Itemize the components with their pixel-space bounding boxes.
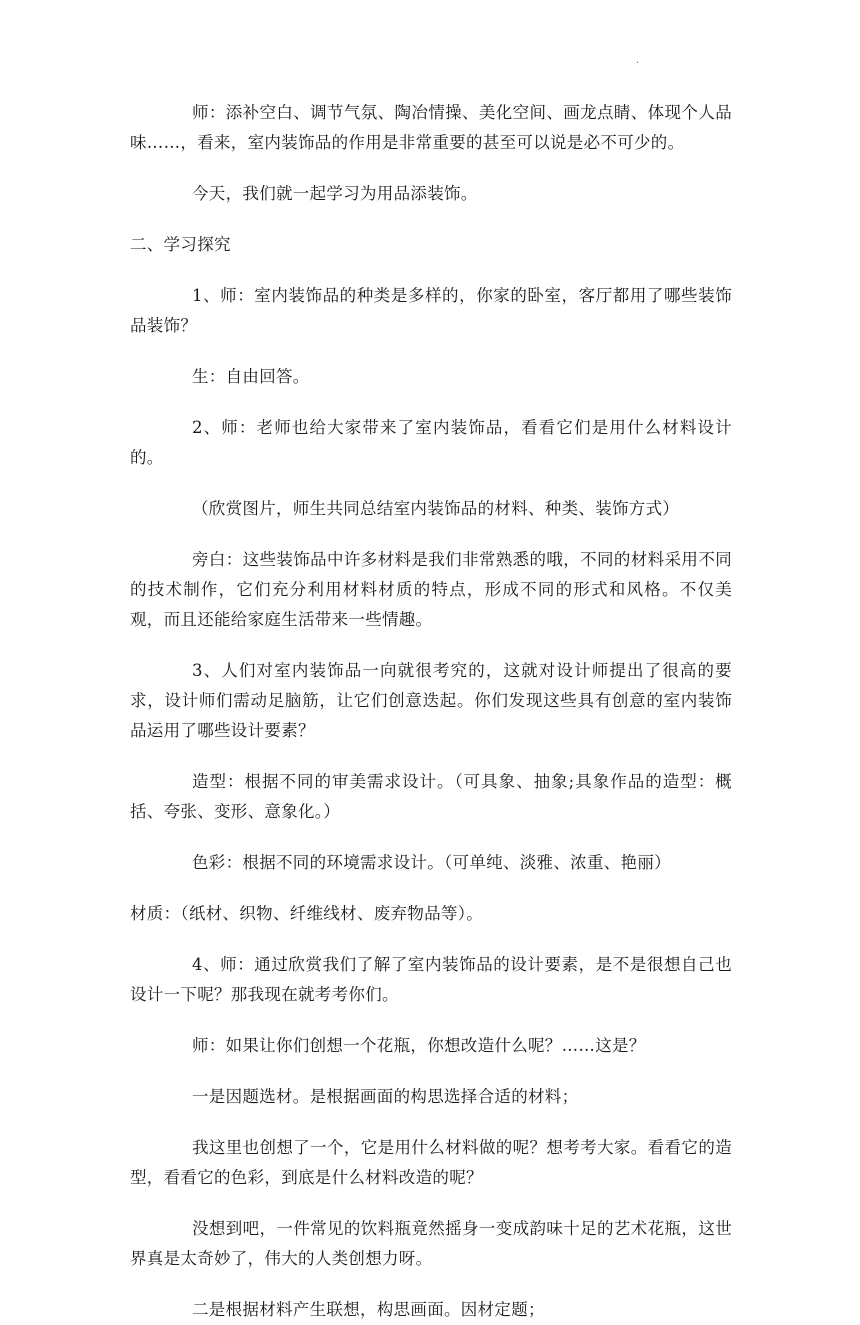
- paragraph: 造型：根据不同的审美需求设计。（可具象、抽象;具象作品的造型：概括、夸张、变形、意象化。）: [130, 772, 732, 821]
- paragraph: 生：自由回答。: [192, 367, 310, 386]
- paragraph: 没想到吧，一件常见的饮料瓶竟然摇身一变成韵味十足的艺术花瓶，这世界真是太奇妙了，伟大的人类创想力呀。: [130, 1219, 732, 1268]
- paragraph: 一是因题选材。是根据画面的构思选择合适的材料；: [192, 1087, 579, 1106]
- paragraph: 今天，我们就一起学习为用品添装饰。: [192, 184, 478, 203]
- paragraph: 旁白：这些装饰品中许多材料是我们非常熟悉的哦，不同的材料采用不同的技术制作，它们充分利用材料材质的特点，形成不同的形式和风格。不仅美观，而且还能给家庭生活带来一些情趣。: [130, 550, 732, 629]
- paragraph: 师：如果让你们创想一个花瓶，你想改造什么呢？……这是？: [192, 1036, 646, 1055]
- paragraph: 我这里也创想了一个，它是用什么材料做的呢？想考考大家。看看它的造型，看看它的色彩，到底是什么材料改造的呢？: [130, 1138, 732, 1187]
- paragraph: 二是根据材料产生联想，构思画面。因材定题；: [192, 1300, 545, 1319]
- paragraph: 材质：（纸材、织物、纤维线材、废弃物品等）。: [130, 904, 484, 923]
- document-body: [130, 98, 732, 1325]
- paragraph: 4、师：通过欣赏我们了解了室内装饰品的设计要素，是不是很想自己也设计一下呢？那我现在就考考你们。: [130, 955, 732, 1004]
- paragraph: （欣赏图片，师生共同总结室内装饰品的材料、种类、装饰方式）: [192, 499, 680, 518]
- paragraph: 1、师：室内装饰品的种类是多样的，你家的卧室，客厅都用了哪些装饰品装饰？: [130, 286, 732, 335]
- header-mark: .: [636, 55, 640, 66]
- paragraph: 师：添补空白、调节气氛、陶冶情操、美化空间、画龙点睛、体现个人品味……，看来，室内装饰品的作用是非常重要的甚至可以说是必不可少的。: [130, 103, 732, 152]
- section-heading: 二、学习探究: [130, 235, 231, 254]
- paragraph: 色彩：根据不同的环境需求设计。（可单纯、淡雅、浓重、艳丽）: [192, 853, 671, 872]
- paragraph: 2、师：老师也给大家带来了室内装饰品，看看它们是用什么材料设计的。: [130, 418, 732, 467]
- paragraph: 3、人们对室内装饰品一向就很考究的，这就对设计师提出了很高的要求，设计师们需动足脑筋，让它们创意迭起。你们发现这些具有创意的室内装饰品运用了哪些设计要素？: [130, 661, 732, 740]
